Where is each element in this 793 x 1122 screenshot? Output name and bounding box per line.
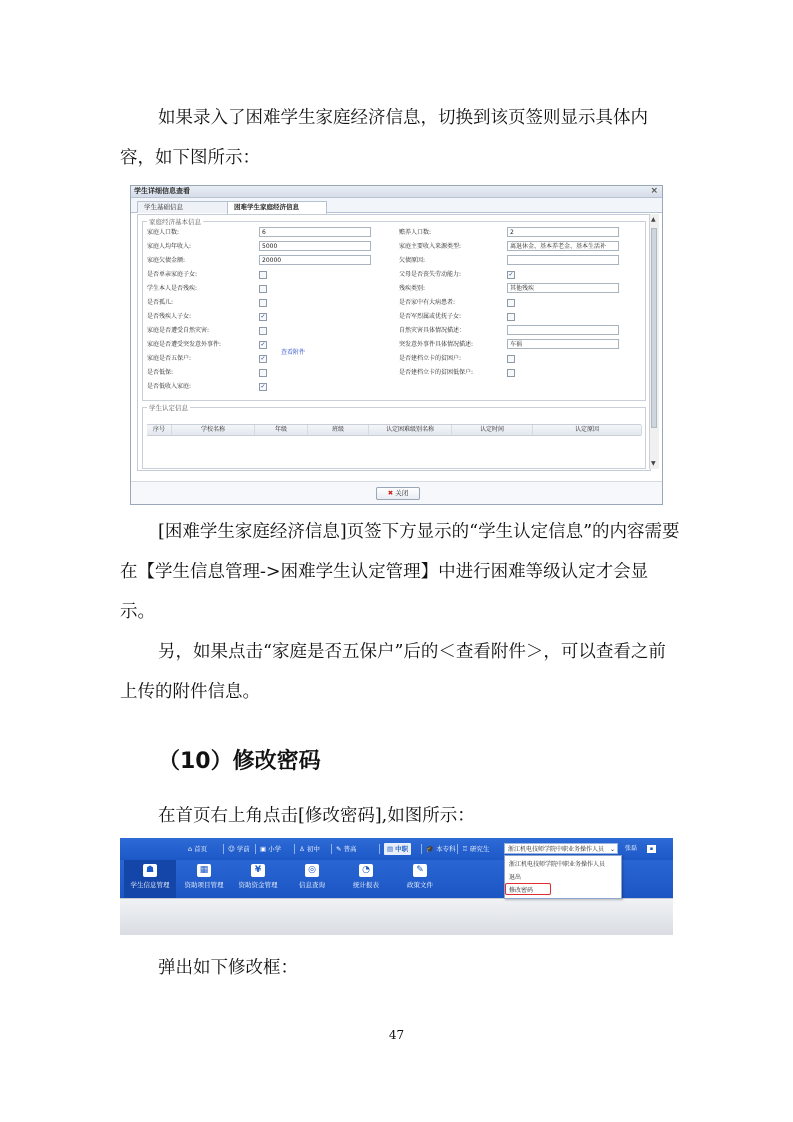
view-attachment-link[interactable]: 查看附件 (281, 349, 306, 356)
field-row (143, 254, 643, 267)
dialog-title: 学生详细信息查看 (134, 187, 190, 195)
field-input[interactable]: 6 (259, 227, 371, 237)
field-row (143, 268, 643, 281)
nav-link-label: 学前 (236, 845, 250, 853)
undergraduate-icon: 🎓 (426, 845, 435, 853)
student-detail-dialog (130, 185, 663, 505)
nav-link[interactable] (228, 843, 250, 855)
menu-item[interactable] (124, 860, 176, 898)
nav-link[interactable] (188, 843, 207, 855)
field-label: 家庭欠债金额: (147, 257, 186, 264)
field-row (143, 352, 643, 365)
col-header: 序号 (147, 425, 172, 435)
cert-section-title: 学生认定信息 (149, 404, 188, 412)
role-dropdown (504, 855, 622, 899)
nav-link[interactable] (384, 843, 411, 855)
nav-sub-bar (120, 898, 673, 935)
menu-item[interactable] (178, 860, 230, 898)
field-checkbox[interactable]: ✓ (508, 271, 514, 278)
field-input[interactable]: 20000 (259, 255, 371, 265)
preschool-icon: ☺ (228, 845, 235, 853)
intro-paragraph: 如果录入了困难学生家庭经济信息，切换到该页签则显示具体内容，如下图所示： (120, 108, 648, 168)
certification-section (142, 404, 646, 469)
field-label: 是否单亲家庭子女: (147, 271, 198, 278)
briefcase-icon: ▦ (197, 864, 211, 877)
field-label: 是否残疾人子女: (147, 313, 192, 320)
col-header: 认定原因 (533, 425, 642, 435)
field-row (143, 296, 643, 309)
field-row (143, 310, 643, 323)
tab-basic-info[interactable]: 学生基础信息 (137, 201, 233, 213)
field-label: 是否孤儿: (147, 299, 174, 306)
dropdown-item-change-password[interactable]: 修改密码 (509, 887, 534, 894)
menu-item[interactable] (394, 860, 446, 898)
nav-link[interactable] (336, 843, 356, 855)
system-nav-screenshot (120, 838, 673, 938)
highlight-box (505, 883, 551, 895)
dialog-body (137, 214, 651, 471)
family-info-section (142, 218, 646, 401)
field-label: 是否军烈属或优抚子女: (399, 313, 462, 320)
nav-divider (421, 844, 422, 854)
field-row (143, 338, 643, 351)
field-input[interactable]: 离退休金、基本养老金、基本生活补 (507, 241, 619, 251)
dropdown-item-logout[interactable]: 退出 (509, 874, 522, 881)
graduate-icon: ♖ (462, 845, 468, 853)
section-heading: （10）修改密码 (158, 749, 321, 774)
nav-link[interactable] (260, 843, 281, 855)
field-checkbox[interactable]: ✓ (260, 355, 266, 362)
field-input[interactable]: 其他残疾 (507, 283, 619, 293)
field-row (143, 240, 643, 253)
role-select[interactable] (504, 843, 618, 854)
change-password-intro: 在首页右上角点击[修改密码],如图所示： (158, 806, 475, 826)
field-label: 家庭是否遭受突发意外事件: (147, 341, 222, 348)
field-checkbox[interactable] (507, 369, 515, 377)
field-label: 家庭人均年收入: (147, 243, 192, 250)
nav-link-label: 普高 (343, 845, 357, 853)
nav-link[interactable] (426, 843, 456, 855)
home-icon: ⌂ (188, 845, 193, 853)
nav-divider (255, 844, 256, 854)
field-label: 是否建档立卡的贫困户: (399, 355, 462, 362)
nav-link-label: 中职 (395, 845, 409, 853)
field-row (143, 380, 643, 393)
cert-table-header (147, 424, 641, 436)
nav-link-label: 首页 (194, 845, 208, 853)
cert-note-paragraph: [困难学生家庭经济信息]页签下方显示的“学生认定信息”的内容需要在【学生信息管理->困难学生认定管理】中进行困难等级认定才会显示。 (120, 522, 680, 622)
scroll-up-icon[interactable]: ▲ (651, 216, 656, 223)
field-input[interactable] (507, 255, 619, 265)
field-label: 是否家中有大病患者: (399, 299, 456, 306)
menu-item-label: 政策文件 (407, 881, 433, 889)
field-label: 赡养人口数: (399, 229, 432, 236)
field-row (143, 226, 643, 239)
menu-item[interactable] (340, 860, 392, 898)
pie-chart-icon: ◔ (359, 864, 373, 877)
senior-icon: ✎ (336, 845, 342, 853)
vocational-icon: ▤ (387, 845, 394, 853)
user-name[interactable]: 张磊 (625, 845, 638, 852)
menu-item-label: 学生信息管理 (130, 881, 170, 889)
close-x-icon: ✖ (387, 489, 394, 497)
field-label: 是否低收入家庭: (147, 383, 192, 390)
nav-link-label: 研究生 (469, 845, 490, 853)
nav-divider (379, 844, 380, 854)
col-header: 认定困难级别名称 (369, 425, 452, 435)
field-label: 家庭是否遭受自然灾害: (147, 327, 210, 334)
field-checkbox[interactable]: ✓ (260, 383, 266, 390)
primary-icon: ▣ (260, 845, 267, 853)
dropdown-item-role[interactable]: 浙江机电技师学院中职业务操作人员 (509, 861, 606, 868)
scroll-thumb[interactable] (651, 228, 657, 428)
nav-link[interactable] (299, 843, 320, 855)
field-checkbox[interactable]: ✓ (260, 341, 266, 348)
nav-link-label: 小学 (268, 845, 282, 853)
tab-family-economy[interactable]: 困难学生家庭经济信息 (227, 201, 327, 214)
field-input[interactable]: 5000 (259, 241, 371, 251)
col-header: 认定时间 (452, 425, 533, 435)
dialog-title-bar (131, 186, 662, 198)
field-input[interactable] (507, 325, 619, 335)
field-row (143, 282, 643, 295)
nav-divider (457, 844, 458, 854)
field-input[interactable]: 2 (507, 227, 619, 237)
field-label: 是否低保: (147, 369, 174, 376)
field-label: 家庭是否五保户: (147, 355, 192, 362)
menu-item[interactable] (232, 860, 284, 898)
magnifier-icon: ◎ (305, 864, 319, 877)
field-row (143, 366, 643, 379)
students-icon: ☗ (143, 864, 157, 877)
nav-link-label: 本专科 (436, 845, 456, 853)
nav-divider (223, 844, 224, 854)
col-header: 年级 (255, 425, 308, 435)
menu-item[interactable] (286, 860, 338, 898)
scroll-down-icon[interactable]: ▼ (651, 460, 656, 467)
field-label: 突发意外事件具体情况描述: (399, 341, 474, 348)
field-input[interactable]: 车祸 (507, 339, 619, 349)
close-button-label: 关闭 (395, 489, 409, 497)
document-icon: ✎ (413, 864, 427, 877)
dialog-scrollbar[interactable] (649, 214, 659, 469)
field-checkbox[interactable] (507, 313, 515, 321)
dialog-tabs (131, 198, 662, 213)
field-label: 学生本人是否残疾: (147, 285, 198, 292)
field-row (143, 324, 643, 337)
nav-divider (294, 844, 295, 854)
field-label: 家庭主要收入来源类型: (399, 243, 462, 250)
family-section-title: 家庭经济基本信息 (149, 218, 201, 226)
field-label: 父母是否丧失劳动能力: (399, 271, 462, 278)
close-icon[interactable]: × (650, 186, 658, 196)
popup-note-paragraph: 弹出如下修改框： (158, 958, 298, 978)
col-header: 班级 (308, 425, 369, 435)
field-label: 欠债原因: (399, 257, 426, 264)
role-select-value: 浙江机电技师学院中职业务操作人员 (508, 846, 605, 853)
nav-link-label: 初中 (306, 845, 320, 853)
menu-item-label: 统计报表 (353, 881, 379, 889)
menu-item-label: 资助项目管理 (184, 881, 224, 889)
field-label: 是否建档立卡的贫困低保户: (399, 369, 474, 376)
user-badge-icon: ▪ (647, 845, 656, 853)
chevron-down-icon: ⌄ (609, 846, 615, 853)
field-checkbox[interactable] (507, 299, 515, 307)
nav-link[interactable] (462, 843, 489, 855)
field-checkbox[interactable] (507, 355, 515, 363)
dialog-footer (131, 481, 662, 504)
field-label: 残疾类别: (399, 285, 426, 292)
page-number: 47 (388, 1028, 405, 1042)
col-header: 学校名称 (172, 425, 255, 435)
junior-icon: ♙ (299, 845, 305, 853)
field-checkbox[interactable]: ✓ (260, 313, 266, 320)
field-label: 自然灾害具体情况描述： (399, 327, 466, 334)
attachment-note-paragraph: 另，如果点击“家庭是否五保户”后的＜查看附件＞，可以查看之前上传的附件信息。 (120, 642, 666, 702)
yuan-icon: ¥ (251, 864, 265, 877)
menu-item-label: 信息查询 (299, 881, 325, 889)
menu-item-label: 资助资金管理 (238, 881, 278, 889)
field-label: 家庭人口数: (147, 229, 180, 236)
close-button[interactable] (376, 487, 420, 500)
nav-divider (331, 844, 332, 854)
